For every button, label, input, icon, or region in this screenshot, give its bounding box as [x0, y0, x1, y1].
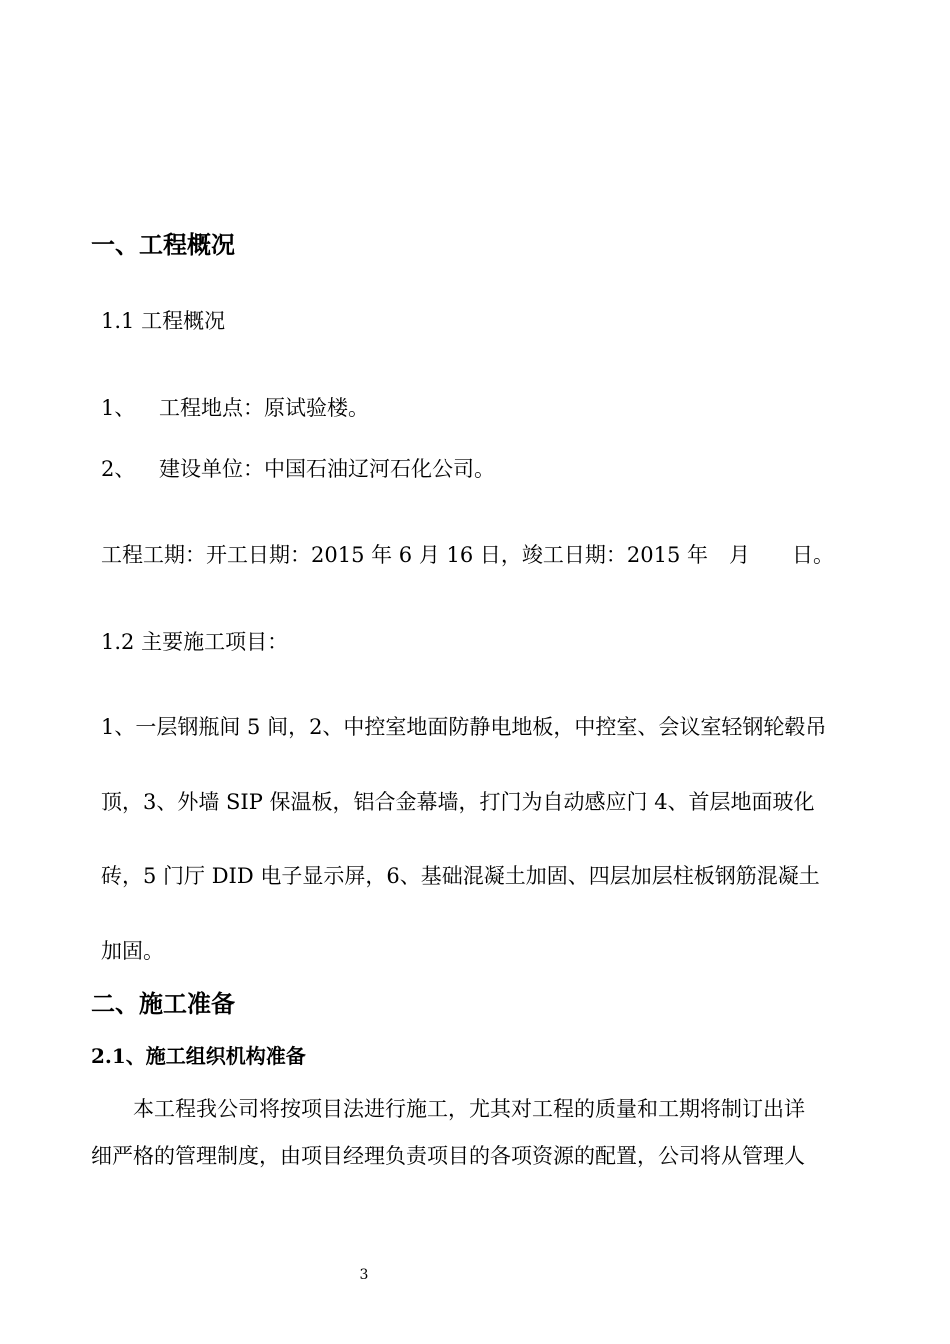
page-number: 3 — [359, 1267, 369, 1283]
list-item-number: 1、 — [101, 396, 136, 420]
projects-line-1: 1、一层钢瓶间 5 间，2、中控室地面防静电地板，中控室、会议室轻钢轮毂吊 — [101, 715, 827, 739]
project-period: 工程工期：开工日期：2015 年 6 月 16 日，竣工日期：2015 年 月 日。 — [101, 543, 835, 567]
subsection-1-1-title: 1.1 工程概况 — [101, 309, 226, 333]
section-2-heading: 二、施工准备 — [91, 989, 235, 1018]
list-item-text: 工程地点：原试验楼。 — [159, 396, 369, 420]
subsection-1-2-title: 1.2 主要施工项目： — [101, 630, 289, 654]
paragraph-line-2: 细严格的管理制度，由项目经理负责项目的各项资源的配置，公司将从管理人 — [91, 1144, 805, 1168]
list-item-location — [101, 394, 369, 422]
subsection-2-1-title: 2.1、施工组织机构准备 — [91, 1044, 306, 1068]
projects-line-4: 加固。 — [101, 939, 164, 963]
list-item-owner — [101, 455, 495, 483]
projects-line-2: 顶，3、外墙 SIP 保温板，铝合金幕墙，打门为自动感应门 4、首层地面玻化 — [101, 790, 815, 814]
paragraph-line-1: 本工程我公司将按项目法进行施工，尤其对工程的质量和工期将制订出详 — [133, 1097, 805, 1121]
section-1-heading: 一、工程概况 — [91, 230, 235, 259]
projects-line-3: 砖，5 门厅 DID 电子显示屏，6、基础混凝土加固、四层加层柱板钢筋混凝土 — [101, 864, 820, 888]
list-item-number: 2、 — [101, 457, 136, 481]
list-item-text: 建设单位：中国石油辽河石化公司。 — [159, 457, 495, 481]
